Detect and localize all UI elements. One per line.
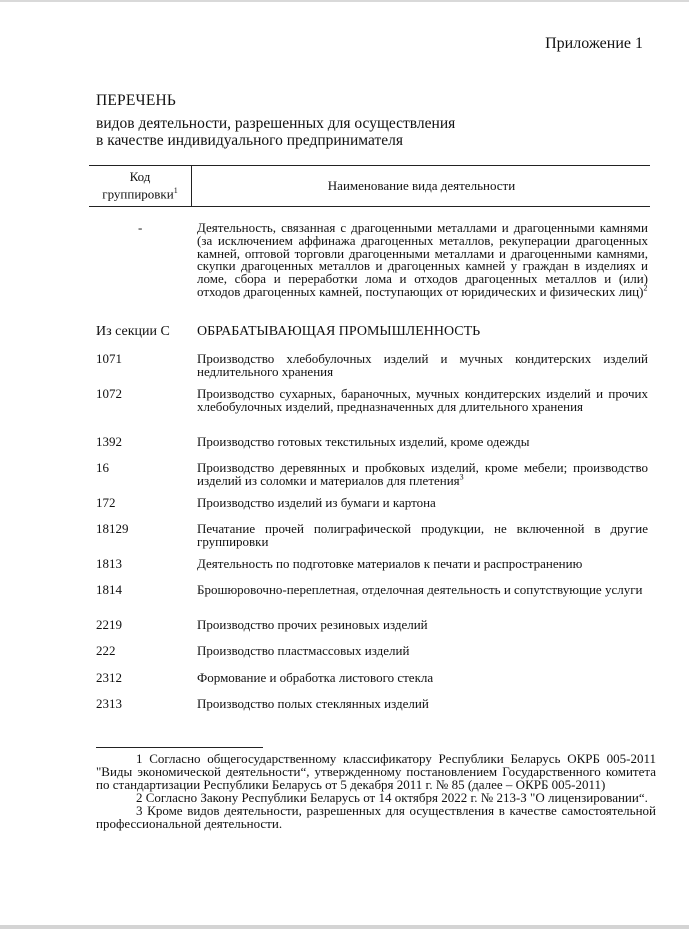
footnote-1: 1 Согласно общегосударственному классификатору Республики Беларусь ОКРБ 005-2011 "Виды экономической деятельности“, утвержденному постановлением Государственного комитета по стандартизации Республики Беларусь от 5 декабря 2011 г. № 85 (далее – ОКРБ 005-2011) [96, 751, 656, 792]
page-bottom-border [0, 925, 689, 929]
table-row [96, 353, 648, 379]
footnote-ref[interactable]: 3 [459, 472, 464, 482]
footnotes [96, 752, 656, 830]
table-row-section [96, 326, 648, 339]
row-name: Формование и обработка листового стекла [197, 670, 434, 685]
table-row [96, 558, 648, 571]
row-code: 18129 [96, 521, 129, 536]
table-row [96, 222, 648, 299]
row-code: 2219 [96, 617, 122, 632]
row-code: Из секции С [96, 324, 170, 339]
row-name: Производство прочих резиновых изделий [197, 617, 428, 632]
column-header-name: Наименование вида деятельности [327, 178, 516, 193]
table-row [96, 497, 648, 510]
table-row [96, 388, 648, 414]
row-name [197, 462, 648, 488]
row-name: Печатание прочей полиграфической продукции, не включенной в другие группировки [197, 521, 648, 549]
row-name: Деятельность по подготовке материалов к печати и распространению [197, 556, 583, 571]
row-code: 1392 [96, 434, 122, 449]
row-name: Производство готовых текстильных изделий, кроме одежды [197, 434, 530, 449]
row-name: Брошюровочно-переплетная, отделочная деятельность и сопутствующие услуги [197, 582, 643, 597]
table-row [96, 672, 648, 685]
column-header-code [89, 166, 192, 206]
row-name: Производство полых стеклянных изделий [197, 696, 429, 711]
row-name: Производство изделий из бумаги и картона [197, 495, 436, 510]
column-header-code-text: группировки [102, 186, 174, 202]
row-code: 1071 [96, 351, 122, 366]
table-row [96, 523, 648, 549]
footnote-separator [96, 747, 263, 748]
row-name: Производство пластмассовых изделий [197, 643, 410, 658]
appendix-label: Приложение 1 [545, 35, 643, 52]
row-code: 1813 [96, 556, 122, 571]
document-title: ПЕРЕЧЕНЬ [96, 92, 176, 109]
footnote-ref[interactable]: 2 [643, 283, 648, 293]
row-code: 2312 [96, 670, 122, 685]
row-name: ОБРАБАТЫВАЮЩАЯ ПРОМЫШЛЕННОСТЬ [197, 324, 481, 339]
table-row [96, 462, 648, 488]
table-row [96, 698, 648, 711]
row-code: 222 [96, 643, 116, 658]
document-subtitle [96, 115, 596, 149]
row-code: 16 [96, 460, 109, 475]
column-header-code-line1: Код [129, 169, 151, 185]
subtitle-line-2: в качестве индивидуального предпринимателя [96, 132, 403, 149]
table-header [89, 165, 650, 207]
subtitle-line-1: видов деятельности, разрешенных для осуществления [96, 115, 456, 132]
row-code: 1072 [96, 386, 122, 401]
row-code: 2313 [96, 696, 122, 711]
footnote-2: 2 Согласно Закону Республики Беларусь от 14 октября 2022 г. № 213-З "О лицензировании“. [136, 790, 648, 805]
row-name [197, 222, 648, 299]
table-row [96, 584, 648, 597]
row-code: 1814 [96, 582, 122, 597]
table-row [96, 645, 648, 658]
table-row [96, 436, 648, 449]
row-code: 172 [96, 495, 116, 510]
row-code: - [138, 220, 143, 235]
row-name-text: Производство деревянных и пробковых изделий, кроме мебели; производство изделий из соломки и материалов для плетения [197, 460, 648, 488]
row-name-text: Деятельность, связанная с драгоценными металлами и драгоценными камнями (за исключением аффинажа драгоценных металлов, рекуперации драгоценных камней, оптовой торговли драгоценными металлами и драгоценными камнями, скупки драгоценных металлов и драгоценных камней у граждан в изделиях и ломе, сбора и переработки лома и отходов драгоценных металлов и (или) отходов драгоценных камней, поступающих от юридических и физических лиц) [197, 220, 648, 299]
column-header-code-line2 [89, 184, 191, 201]
footnote-3: 3 Кроме видов деятельности, разрешенных для осуществления в качестве самостоятельной профессиональной деятельности. [96, 803, 656, 831]
row-name: Производство хлебобулочных изделий и мучных кондитерских изделий недлительного хранения [197, 351, 648, 379]
table-row [96, 619, 648, 632]
row-name: Производство сухарных, бараночных, мучных кондитерских изделий и прочих хлебобулочных изделий, предназначенных для длительного хранения [197, 386, 648, 414]
footnote-ref[interactable]: 1 [173, 186, 178, 196]
page-top-border [0, 0, 689, 2]
